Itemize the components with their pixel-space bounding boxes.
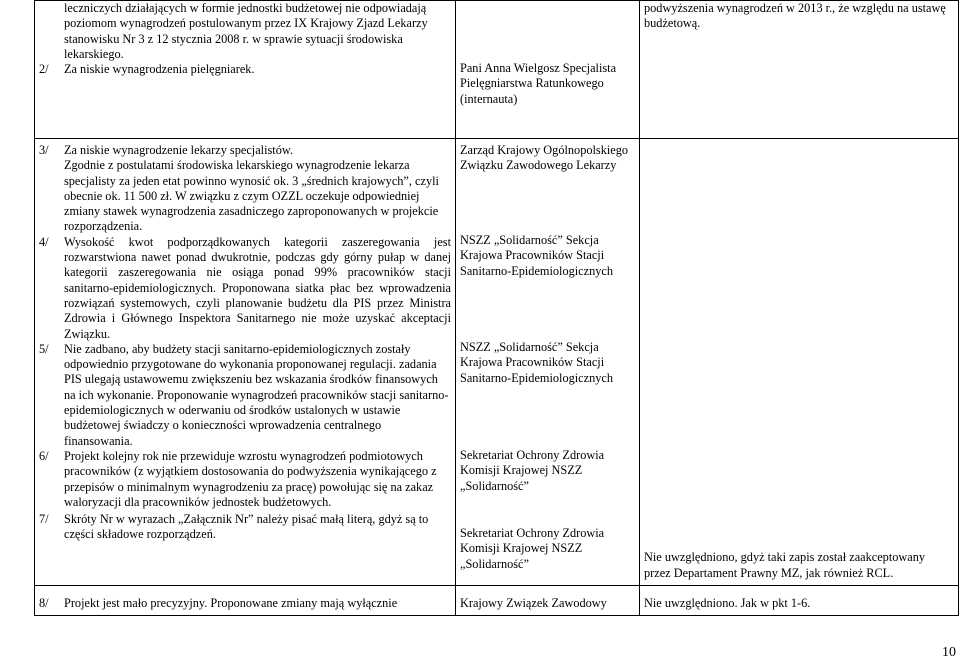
item-number: 7/: [39, 512, 49, 527]
remark-text-continued: leczniczych działających w formie jednostki budżetowej nie odpowiadają poziomom wynagrodzeń postulowanym przez IX Krajowy Zjazd Lekarzy stanowisku Nr 3 z 12 stycznia 2008 r. w sprawie sytuacji środowiska lekarskiego.: [64, 1, 428, 61]
remark-item: [39, 596, 451, 611]
remark-cell: [35, 139, 456, 586]
item-number: 6/: [39, 448, 49, 463]
page-number: 10: [942, 645, 956, 660]
response-text: Nie uwzględniono, gdyż taki zapis został zaakceptowany przez Departament Prawny MZ, jak również RCL.: [644, 550, 926, 580]
remark-item: [39, 235, 451, 342]
item-number: 3/: [39, 143, 49, 157]
author-text: Pani Anna Wielgosz Specjalista Pielęgniarstwa Ratunkowego (internauta): [460, 61, 617, 106]
comments-table: [34, 0, 959, 616]
item-text: Nie zadbano, aby budżety stacji sanitarno-epidemiologicznych zostały odpowiednio przygotowane do wykonania proponowanej regulacji. zadania PIS ulegają ustawowemu zwiększeniu bez wskazania środków finansowych na ich wykonanie. Proponowanie wynagrodzeń pracowników stacji sanitarno-epidemiologicznych w oderwaniu od środków ustalonych w ustawie budżetowej świadczy o konieczności wprowadzenia centralnego finansowania.: [64, 341, 449, 448]
response-cell: [640, 1, 959, 139]
remark-item: [39, 62, 451, 77]
item-number: 4/: [39, 234, 49, 249]
author-cell: [456, 1, 640, 139]
item-text: Projekt jest mało precyzyjny. Proponowane zmiany mają wyłącznie: [64, 596, 398, 610]
author-text: Sekretariat Ochrony Zdrowia Komisji Krajowej NSZZ „Solidarność”: [460, 526, 605, 571]
author-cell: [456, 586, 640, 616]
remark-item: [39, 512, 451, 543]
item-text: Wysokość kwot podporządkowanych kategorii zaszeregowania jest rozwarstwiona nawet ponad dwukrotnie, podczas gdy górny pułap w danej kategorii zaszeregowania nie osiąga ponad 99% pracowników stacji sanitarno-epidemiologicznych. Proponowana siatka płac bez wprowadzenia rozwiązań systemowych, czyli planowanie budżetu dla PIS przez Ministra Zdrowia i Głównego Inspektora Sanitarnego nie może uzyskać akceptacji Związku.: [64, 234, 451, 341]
response-text: podwyższenia wynagrodzeń w 2013 r., że względu na ustawę budżetową.: [644, 1, 946, 31]
author-text: Krajowy Związek Zawodowy: [460, 596, 607, 610]
item-number: 2/: [39, 62, 49, 77]
author-text: Sekretariat Ochrony Zdrowia Komisji Krajowej NSZZ „Solidarność”: [460, 448, 605, 493]
remark-cell: [35, 1, 456, 139]
response-text: Nie uwzględniono. Jak w pkt 1-6.: [644, 596, 811, 610]
item-number: 5/: [39, 341, 49, 356]
remark-item: [39, 449, 451, 510]
item-text: Za niskie wynagrodzenia pielęgniarek.: [64, 62, 255, 77]
item-text: Projekt kolejny rok nie przewiduje wzrostu wynagrodzeń podmiotowych pracowników (z wyjątkiem dostosowania do podwyższenia wynikającego z przepisów o minimalnym wynagrodzeniu za pracę) powołując się na zakaz waloryzacji dla pracowników jednostek budżetowych.: [64, 448, 437, 509]
item-text: Skróty Nr w wyrazach „Załącznik Nr” należy pisać małą literą, gdyż są to części składowe rozporządzeń.: [64, 512, 429, 542]
item-text-detail: Zgodnie z postulatami środowiska lekarskiego wynagrodzenie lekarza specjalisty za jeden etat powinno wynosić ok. 3 „średnich krajowych”, czyli obecnie ok. 11 500 zł. W związku z czym OZZL oczekuje odpowiedniej zmiany stawek wynagrodzenia zasadniczego zaproponowanych w projekcie rozporządzenia.: [64, 158, 439, 234]
response-cell: [640, 586, 959, 616]
author-cell: [456, 139, 640, 586]
response-cell: [640, 139, 959, 586]
author-text: Zarząd Krajowy Ogólnopolskiego Związku Zawodowego Lekarzy: [460, 143, 629, 173]
remark-item: [39, 143, 451, 235]
item-text: Za niskie wynagrodzenie lekarzy specjalistów.: [64, 143, 293, 157]
remark-cell: [35, 586, 456, 616]
item-number: 8/: [39, 596, 49, 610]
remark-item: [39, 342, 451, 449]
table-row: [35, 586, 959, 616]
table-row: [35, 1, 959, 139]
author-text: NSZZ „Solidarność” Sekcja Krajowa Pracowników Stacji Sanitarno-Epidemiologicznych: [460, 233, 613, 278]
table-row: [35, 139, 959, 586]
author-text: NSZZ „Solidarność” Sekcja Krajowa Pracowników Stacji Sanitarno-Epidemiologicznych: [460, 340, 613, 385]
